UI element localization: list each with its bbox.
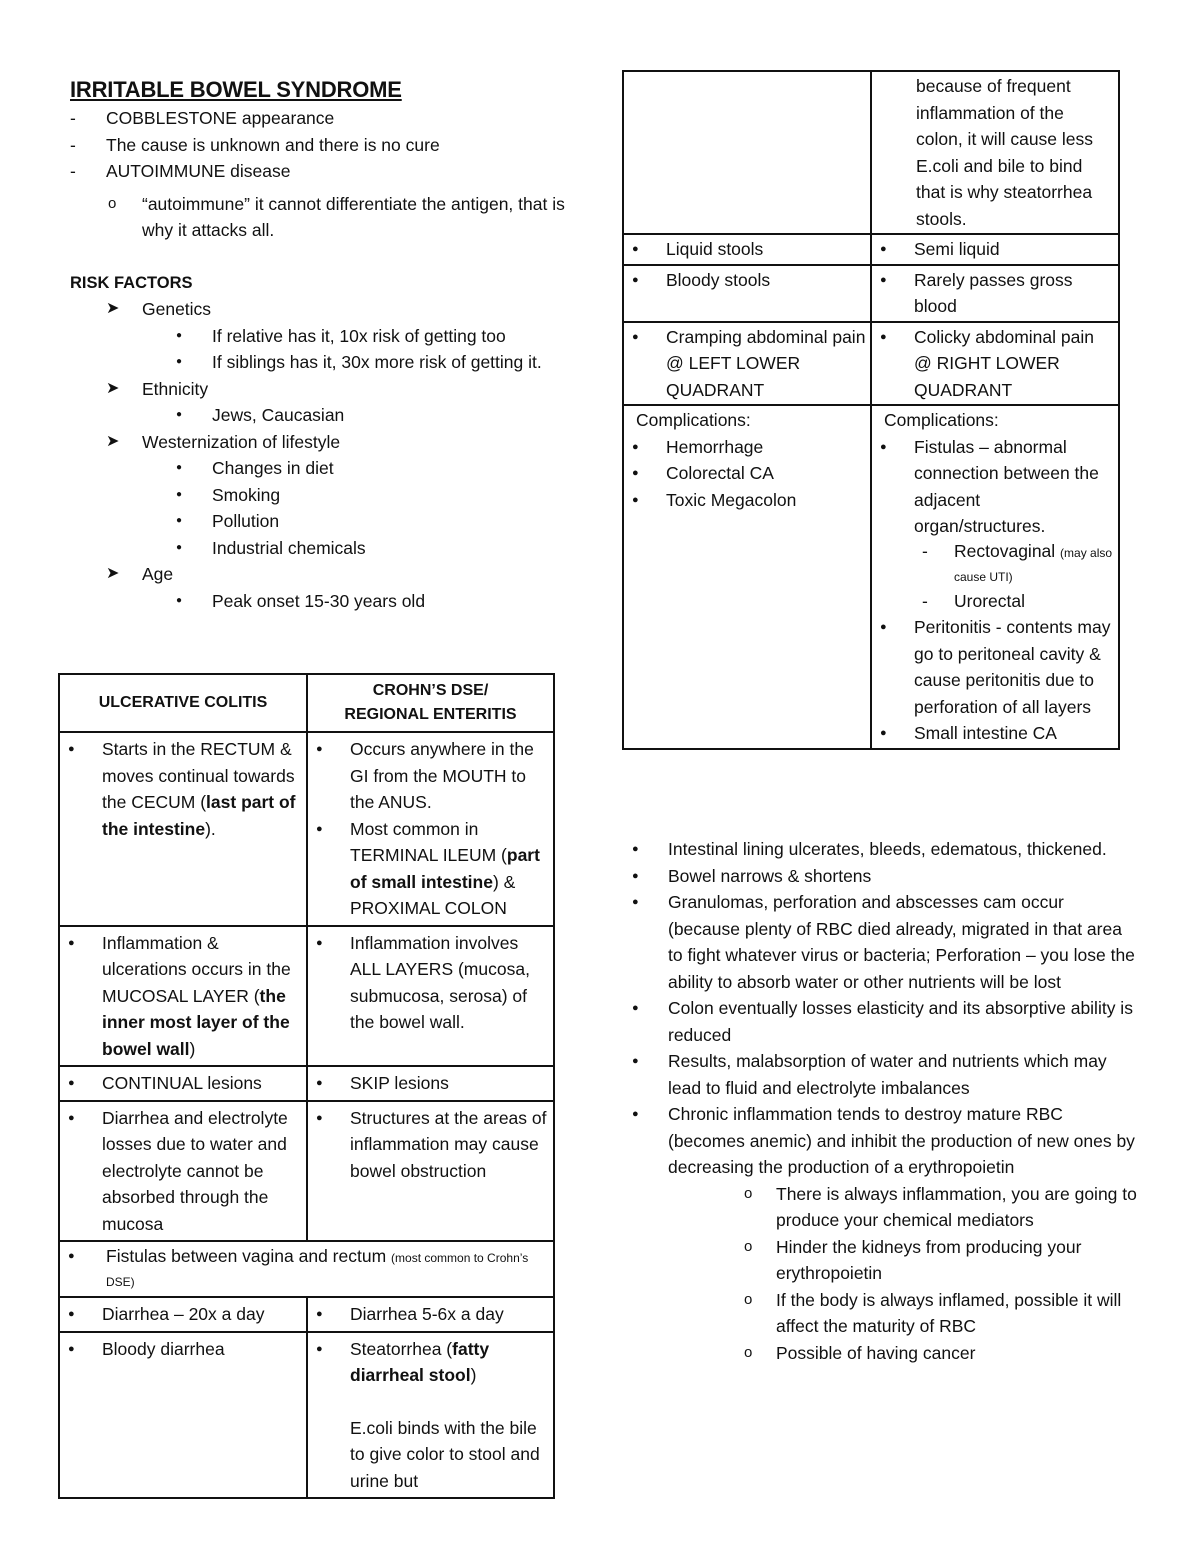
- risk-factor-label: Genetics: [142, 299, 212, 319]
- arrow-bullet-icon: ➤: [106, 565, 120, 582]
- table-cell: ● Steatorrhea (fatty diarrheal stool) E.coli binds with the bile to give color to stool and urine but: [307, 1332, 554, 1499]
- table-row: [59, 1332, 554, 1499]
- risk-factor-label: Westernization of lifestyle: [142, 431, 341, 452]
- comparison-table-continued: [622, 70, 1120, 750]
- table-cell: ● Fistulas between vagina and rectum (most common to Crohn’s DSE): [59, 1241, 554, 1297]
- table-row: [59, 732, 554, 926]
- table-cell: ● Rarely passes gross blood: [871, 265, 1119, 322]
- table-cell: ● Inflammation involves ALL LAYERS (mucosa, submucosa, serosa) of the bowel wall.: [307, 926, 554, 1067]
- table-row: [59, 1241, 554, 1297]
- left-column: [70, 75, 570, 614]
- table-cell: ● Inflammation & ulcerations occurs in the MUCOSAL LAYER (the inner most layer of the bowel wall): [59, 926, 307, 1067]
- risk-factors-heading: RISK FACTORS: [70, 273, 193, 292]
- risk-factor-genetics: [70, 296, 570, 376]
- table-row: [623, 265, 1119, 322]
- risk-factors-list: [70, 296, 570, 614]
- risk-factor-label: Ethnicity: [142, 378, 209, 399]
- list-item: ● Chronic inflammation tends to destroy mature RBC (becomes anemic) and inhibit the production of new ones by decreasing the production of a erythropoietin: [628, 1101, 1138, 1181]
- list-item: ● Industrial chemicals: [70, 535, 570, 562]
- risk-factor-age: [70, 561, 570, 614]
- header-crohns: CROHN’S DSE/ REGIONAL ENTERITIS: [307, 674, 554, 732]
- table-row: [59, 926, 554, 1067]
- list-item: ● Intestinal lining ulcerates, bleeds, edematous, thickened.: [628, 836, 1138, 863]
- table-cell: ● Bloody stools: [623, 265, 871, 322]
- list-item: ● If relative has it, 10x risk of getting too: [70, 323, 570, 350]
- notes-list: [628, 836, 1138, 1366]
- list-item: ● Changes in diet: [70, 455, 570, 482]
- risk-factor-westernization: [70, 429, 570, 562]
- comparison-table: [58, 673, 555, 1499]
- list-item: o “autoimmune” it cannot differentiate the antigen, that is why it attacks all.: [70, 191, 570, 244]
- table-cell: Complications: ● Hemorrhage ● Colorectal CA ● Toxic Megacolon: [623, 405, 871, 749]
- table-cell: ● Liquid stools: [623, 234, 871, 265]
- table-row: [59, 1066, 554, 1101]
- list-item: ● Smoking: [70, 482, 570, 509]
- list-item: o Hinder the kidneys from producing your erythropoietin: [628, 1234, 1138, 1287]
- table-cell: ● Bloody diarrhea: [59, 1332, 307, 1499]
- list-item: ● Pollution: [70, 508, 570, 535]
- list-item: - COBBLESTONE appearance: [70, 105, 570, 132]
- arrow-bullet-icon: ➤: [106, 379, 120, 397]
- list-item: - AUTOIMMUNE disease: [70, 158, 570, 185]
- list-item: o There is always inflammation, you are going to produce your chemical mediators: [628, 1181, 1138, 1234]
- list-item: ● If siblings has it, 30x more risk of getting it.: [70, 349, 570, 376]
- list-item: ● Jews, Caucasian: [70, 402, 570, 429]
- table-row: [59, 1297, 554, 1332]
- table-row: [623, 71, 1119, 234]
- table-row: [623, 322, 1119, 406]
- page-title: IRRITABLE BOWEL SYNDROME: [70, 77, 402, 102]
- autoimmune-sublist: [70, 191, 570, 244]
- table-cell: ● Semi liquid: [871, 234, 1119, 265]
- table-cell: ● Colicky abdominal pain @ RIGHT LOWER QUADRANT: [871, 322, 1119, 406]
- list-item: o If the body is always inflamed, possible it will affect the maturity of RBC: [628, 1287, 1138, 1340]
- risk-factor-label: Age: [142, 564, 174, 584]
- table-cell: ● Occurs anywhere in the GI from the MOUTH to the ANUS. ● Most common in TERMINAL ILEUM (part of small intestine) & PROXIMAL COLON: [307, 732, 554, 926]
- table-cell: ● Structures at the areas of inflammation may cause bowel obstruction: [307, 1101, 554, 1242]
- header-ulcerative-colitis: ULCERATIVE COLITIS: [59, 674, 307, 732]
- table-row: [59, 1101, 554, 1242]
- table-cell: Complications: ● Fistulas – abnormal connection between the adjacent organ/structures. - Rectovaginal (may also cause UTI) - Urorectal ● Peritonitis - contents may go to peritoneal cavity & cause peritonitis due to perforation of all layers ● Small intestine CA: [871, 405, 1119, 749]
- arrow-bullet-icon: ➤: [106, 432, 120, 450]
- sub-notes-list: [628, 1181, 1138, 1367]
- list-item: ● Colon eventually losses elasticity and its absorptive ability is reduced: [628, 995, 1138, 1048]
- list-item: ● Bowel narrows & shortens: [628, 863, 1138, 890]
- table-cell: ● Diarrhea 5-6x a day: [307, 1297, 554, 1332]
- list-item: - The cause is unknown and there is no cure: [70, 132, 570, 159]
- table-cell: ● SKIP lesions: [307, 1066, 554, 1101]
- table-cell: ● Cramping abdominal pain @ LEFT LOWER QUADRANT: [623, 322, 871, 406]
- table-cell: ● CONTINUAL lesions: [59, 1066, 307, 1101]
- table-cell: ● Diarrhea – 20x a day: [59, 1297, 307, 1332]
- list-item: ● Peak onset 15-30 years old: [70, 588, 570, 615]
- table-cell: ● Diarrhea and electrolyte losses due to water and electrolyte cannot be absorbed through the mucosa: [59, 1101, 307, 1242]
- list-item: ● Granulomas, perforation and abscesses cam occur (because plenty of RBC died already, migrated in that area to fight whatever virus or bacteria; Perforation – you lose the ability to absorb water or other nutrients will be lost: [628, 889, 1138, 995]
- table-header-row: [59, 674, 554, 732]
- list-item: o Possible of having cancer: [628, 1340, 1138, 1367]
- table-row: [623, 234, 1119, 265]
- list-item: ● Results, malabsorption of water and nutrients which may lead to fluid and electrolyte imbalances: [628, 1048, 1138, 1101]
- table-row: [623, 405, 1119, 749]
- table-cell: [623, 71, 871, 234]
- intro-list: [70, 105, 570, 185]
- risk-factor-ethnicity: [70, 376, 570, 429]
- table-cell: because of frequent inflammation of the colon, it will cause less E.coli and bile to bind that is why steatorrhea stools.: [871, 71, 1119, 234]
- table-cell: ● Starts in the RECTUM & moves continual towards the CECUM (last part of the intestine).: [59, 732, 307, 926]
- arrow-bullet-icon: ➤: [106, 300, 120, 317]
